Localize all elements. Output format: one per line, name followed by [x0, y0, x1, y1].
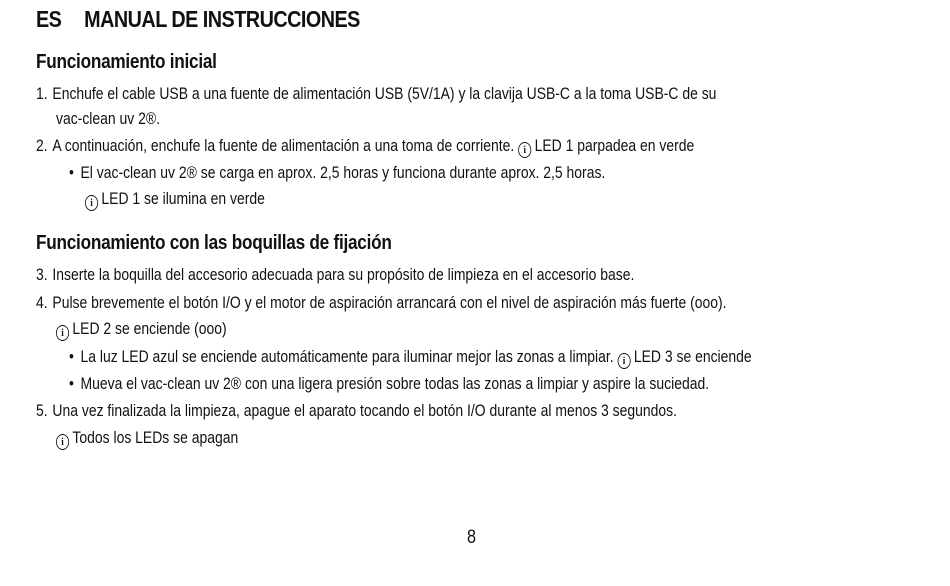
- step-2: [36, 136, 694, 158]
- page-header: [36, 6, 360, 33]
- bullet-icon: •: [69, 374, 74, 393]
- step-4-bullet-1: [69, 347, 752, 369]
- step-5: [36, 401, 677, 421]
- step-1-line-1: [36, 84, 716, 104]
- info-text: LED 3 se enciende: [633, 347, 752, 366]
- info-text: LED 1 parpadea en verde: [534, 136, 695, 155]
- step-text: Una vez finalizada la limpieza, apague el aparato tocando el botón I/O durante al menos 3 segundos.: [52, 401, 678, 420]
- step-5-info: [56, 428, 238, 450]
- step-text: Pulse brevemente el botón I/O y el motor de aspiración arrancará con el nivel de aspiración más fuerte (ooo).: [52, 293, 727, 312]
- info-circle-icon: i: [518, 142, 531, 158]
- bullet-text: El vac-clean uv 2® se carga en aprox. 2,5 horas y funciona durante aprox. 2,5 horas.: [80, 163, 606, 182]
- step-text: Enchufe el cable USB a una fuente de alimentación USB (5V/1A) y la clavija USB-C a la toma USB-C de su: [52, 84, 717, 103]
- step-1-line-2: vac-clean uv 2®.: [56, 109, 161, 128]
- step-4-bullet-2: [69, 374, 709, 394]
- page-number: 8: [467, 527, 476, 548]
- info-circle-icon: i: [56, 325, 69, 341]
- info-text: Todos los LEDs se apagan: [72, 428, 239, 447]
- step-text: A continuación, enchufe la fuente de alimentación a una toma de corriente.: [52, 136, 515, 155]
- manual-title: MANUAL DE INSTRUCCIONES: [84, 6, 360, 32]
- bullet-icon: •: [69, 163, 74, 182]
- info-circle-icon: i: [56, 434, 69, 450]
- step-4: [36, 293, 727, 313]
- section-title-initial-operation: Funcionamiento inicial: [36, 51, 217, 73]
- step-number: 5.: [36, 401, 48, 420]
- step-text: Inserte la boquilla del accesorio adecuada para su propósito de limpieza en el accesorio base.: [52, 265, 635, 284]
- step-2-bullet: [69, 163, 605, 183]
- section-title-nozzles: Funcionamiento con las boquillas de fijación: [36, 232, 392, 254]
- step-number: 2.: [36, 136, 48, 155]
- bullet-icon: •: [69, 347, 74, 366]
- step-4-info: [56, 319, 227, 341]
- info-circle-icon: i: [85, 195, 98, 211]
- step-number: 4.: [36, 293, 48, 312]
- bullet-text: La luz LED azul se enciende automáticamente para iluminar mejor las zonas a limpiar.: [80, 347, 614, 366]
- language-code: ES: [36, 6, 62, 32]
- step-2-bullet-info: [85, 189, 265, 211]
- info-circle-icon: i: [617, 353, 630, 369]
- bullet-text: Mueva el vac-clean uv 2® con una ligera presión sobre todas las zonas a limpiar y aspire la suciedad.: [80, 374, 710, 393]
- info-text: LED 2 se enciende (ooo): [72, 319, 227, 338]
- info-text: LED 1 se ilumina en verde: [101, 189, 265, 208]
- step-number: 1.: [36, 84, 48, 103]
- step-3: [36, 265, 634, 285]
- step-number: 3.: [36, 265, 48, 284]
